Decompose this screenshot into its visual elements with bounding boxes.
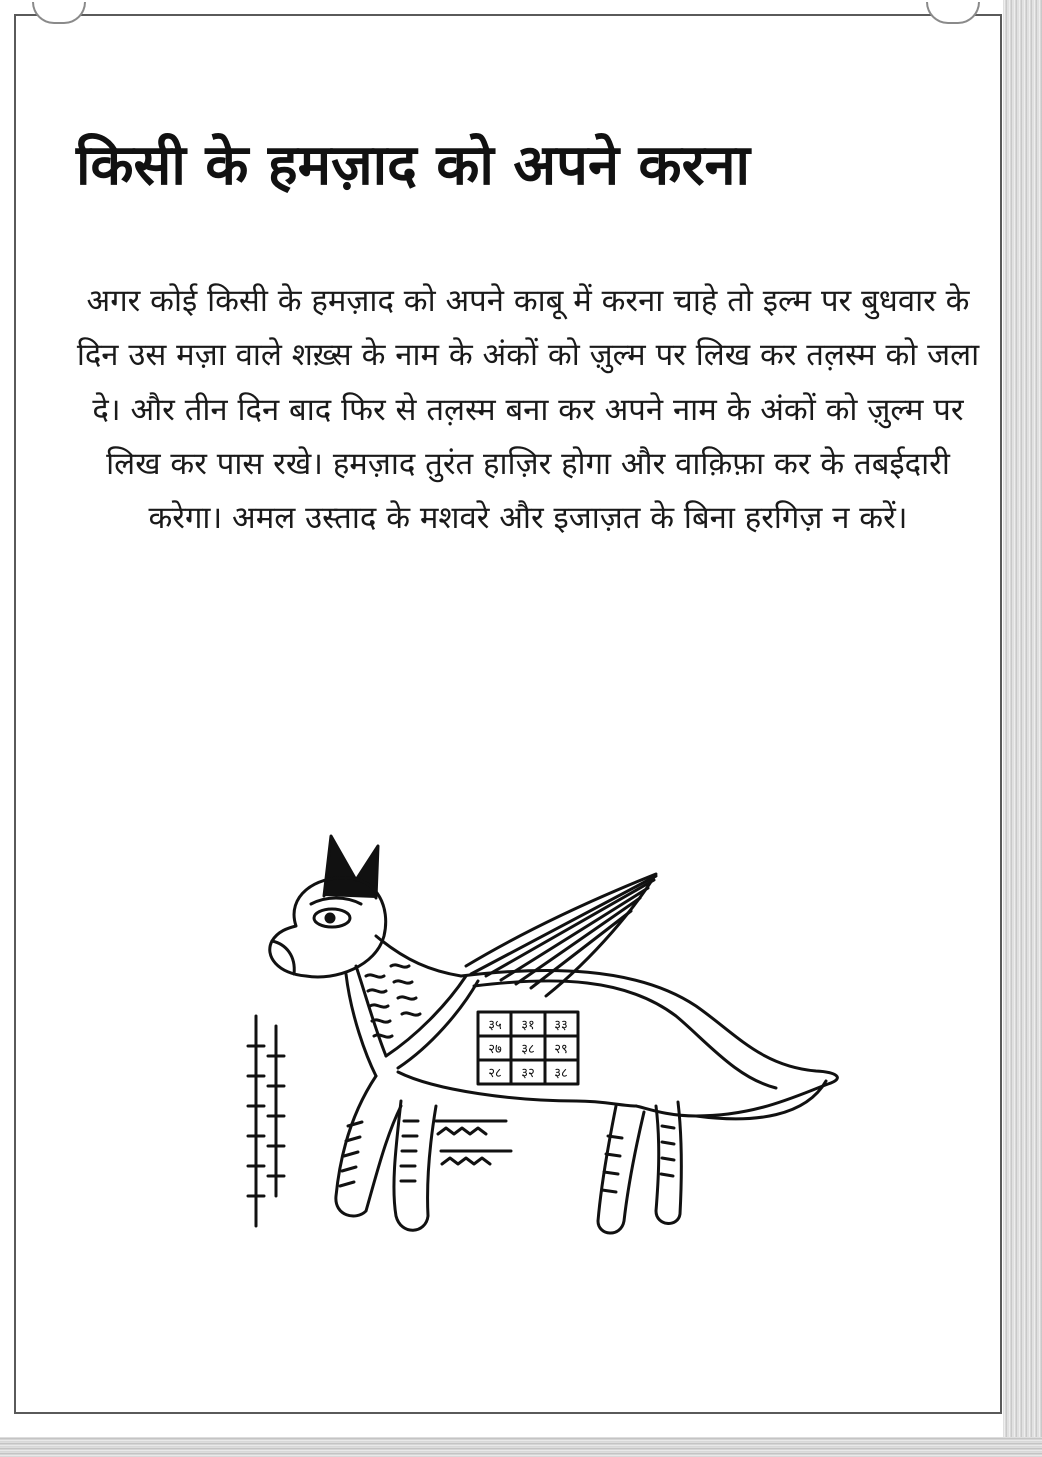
talisman-figure	[216, 816, 876, 1256]
grid-cell: २८	[488, 1066, 502, 1081]
book-edge	[1003, 0, 1042, 1457]
page-title: किसी के हमज़ाद को अपने करना	[76, 133, 751, 198]
grid-cell: ३८	[554, 1066, 568, 1081]
grid-cell: २९	[554, 1042, 568, 1057]
grid-cell: ३१	[521, 1018, 535, 1033]
grid-cell: ३८	[521, 1042, 535, 1057]
body-paragraph: अगर कोई किसी के हमज़ाद को अपने काबू में करना चाहे तो इल्म पर बुधवार के दिन उस मज़ा वाले शख़्स के नाम के अंकों को ज़ुल्म पर लिख कर तल़स्म को जला दे। और तीन दिन बाद फिर से तल़स्म बना कर अपने नाम के अंकों को ज़ुल्म पर लिख कर पास रखे। हमज़ाद तुरंत हाज़िर होगा और वाक़िफ़ा कर के तबईदारी करेगा। अमल उस्ताद के मशवरे और इजाज़त के बिना हरगिज़ न करें।	[76, 283, 980, 536]
grid-cell: ३५	[488, 1018, 502, 1033]
grid-cell: ३२	[521, 1066, 535, 1081]
winged-animal-talisman-drawing-icon	[216, 816, 876, 1256]
document-page	[14, 14, 1002, 1414]
binding-hole-right	[926, 2, 980, 24]
book-bottom-edge	[0, 1437, 1042, 1457]
binding-hole-left	[32, 2, 86, 24]
grid-cell: २७	[488, 1042, 502, 1057]
grid-cell: ३३	[554, 1018, 568, 1033]
